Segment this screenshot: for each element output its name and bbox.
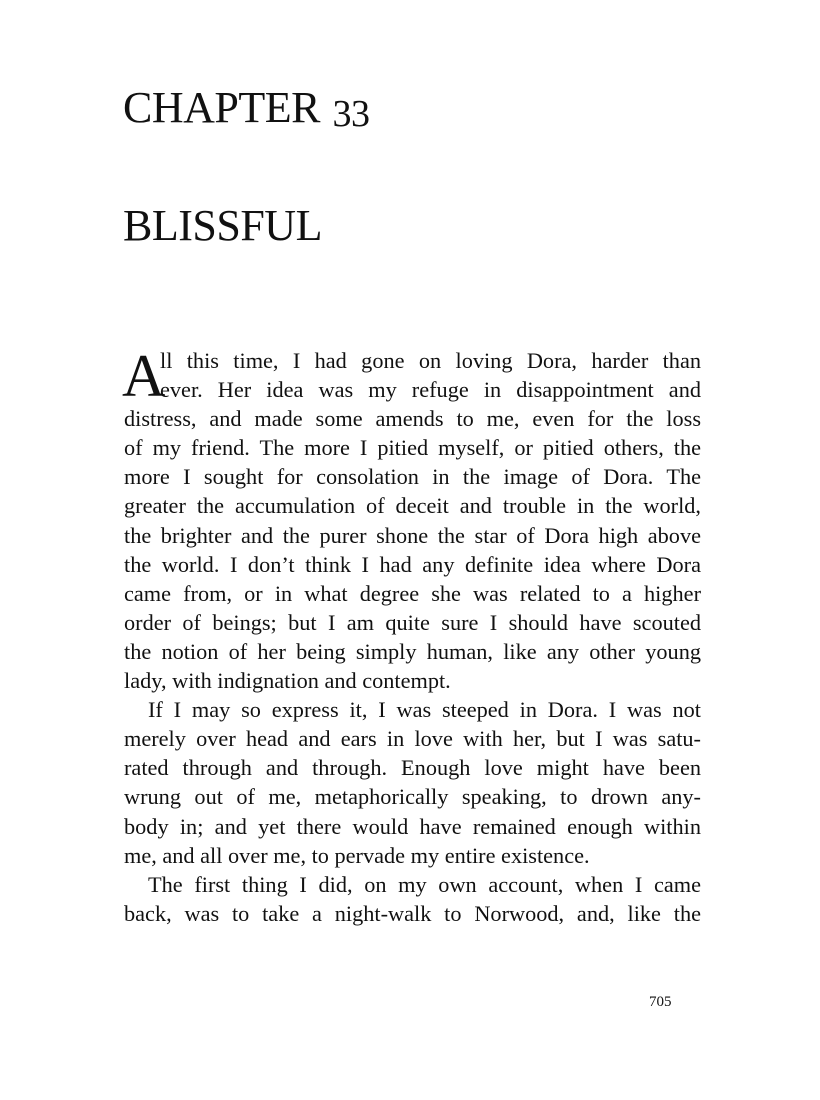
text-line: rated through and through. Enough love might have been [124,755,701,781]
text-lines [124,404,701,928]
text-line: of my friend. The more I pitied myself, or pitied others, the [124,435,701,461]
text-line: ll this time, I had gone on loving Dora, harder than [160,348,701,373]
text-line: more I sought for consolation in the image of Dora. The [124,464,701,490]
opening-paragraph-start [122,343,701,409]
text-line: the brighter and the purer shone the star of Dora high above [124,522,701,548]
text-line: body in; and yet there would have remained enough within [124,813,701,839]
chapter-title: BLISSFUL [123,201,322,250]
chapter-label: CHAPTER [123,83,320,132]
text-line: lady, with indignation and contempt. [124,668,451,694]
text-line: order of beings; but I am quite sure I should have scouted [124,609,701,635]
text-line: the notion of her being simply human, like any other young [124,638,701,664]
page-number: 705 [649,994,672,1010]
drop-cap: A [122,343,166,409]
text-line: the world. I don’t think I had any definite idea where Dora [124,551,701,577]
text-line: wrung out of me, metaphorically speaking, to drown any- [124,784,701,810]
text-line: came from, or in what degree she was related to a higher [124,580,701,606]
body-text [122,343,701,928]
text-line: me, and all over me, to pervade my entire existence. [124,842,590,868]
text-line: ever. Her idea was my refuge in disappointment and [160,377,701,403]
chapter-number: 33 [332,93,370,135]
text-line: greater the accumulation of deceit and trouble in the world, [124,493,701,519]
text-line: merely over head and ears in love with her, but I was satu- [124,726,701,752]
text-line: The first thing I did, on my own account, when I came [148,871,701,897]
text-line: back, was to take a night-walk to Norwood, and, like the [124,900,701,926]
text-line: distress, and made some amends to me, even for the loss [124,406,701,432]
chapter-heading [123,82,369,136]
text-line: If I may so express it, I was steeped in Dora. I was not [148,697,701,723]
